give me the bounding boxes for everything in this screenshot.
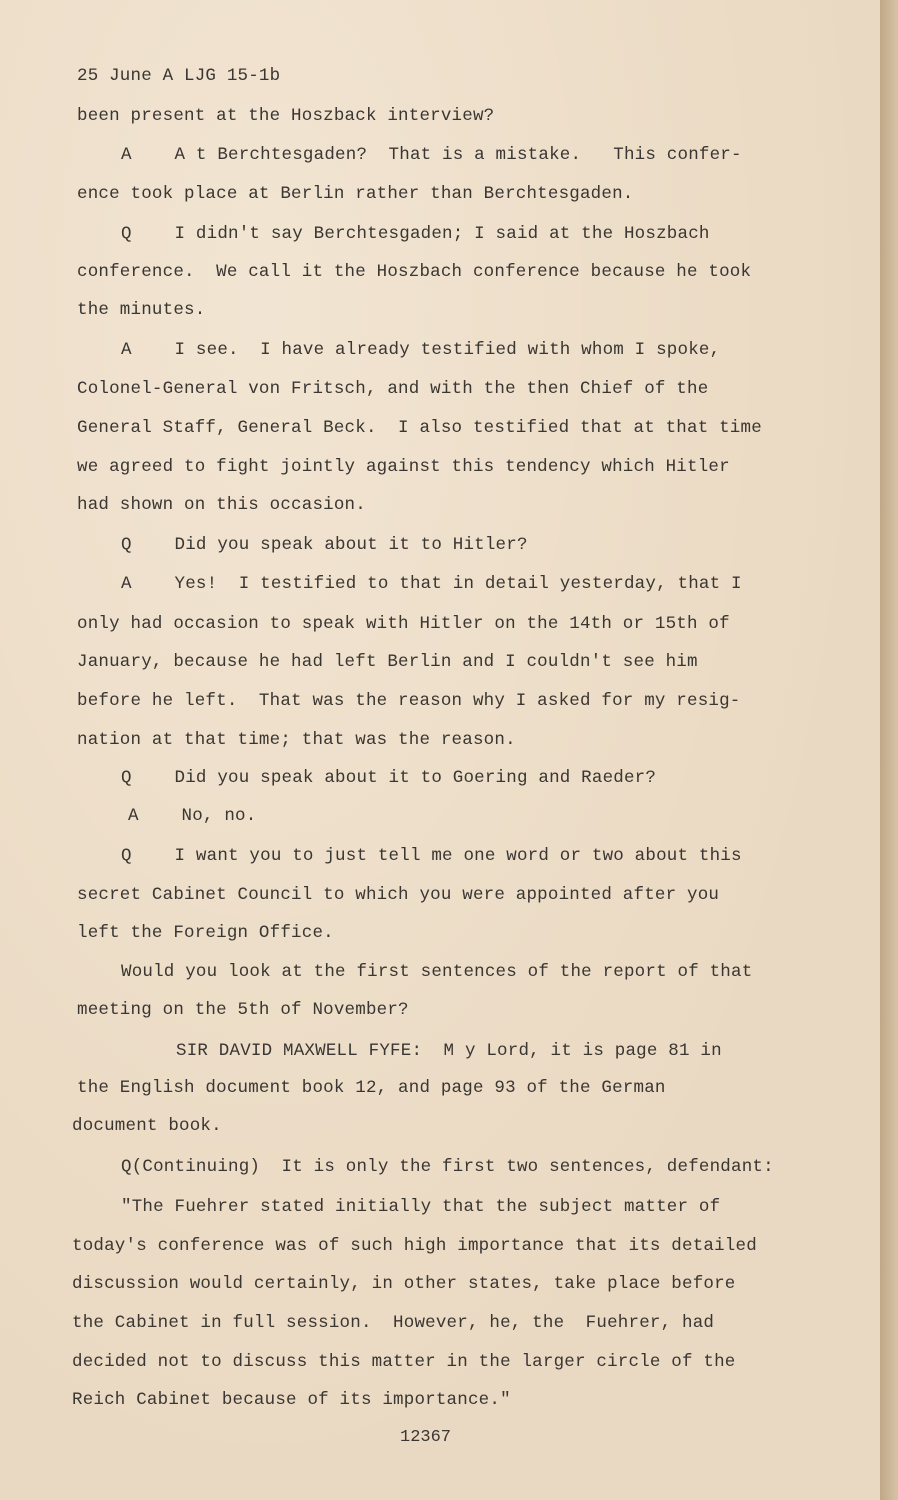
text-line: conference. We call it the Hoszbach conference because he took xyxy=(77,262,752,282)
text-line: A A t Berchtesgaden? That is a mistake. This confer- xyxy=(121,145,742,165)
text-line: Q I didn't say Berchtesgaden; I said at the Hoszbach xyxy=(121,224,710,244)
page-header: 25 June A LJG 15-1b xyxy=(77,66,281,86)
speaker-line: SIR DAVID MAXWELL FYFE: M y Lord, it is page 81 in xyxy=(176,1041,722,1061)
text-line: the minutes. xyxy=(77,300,206,320)
text-line: nation at that time; that was the reason. xyxy=(77,730,516,750)
text-line: Reich Cabinet because of its importance." xyxy=(72,1390,511,1410)
text-line: before he left. That was the reason why I asked for my resig- xyxy=(77,691,741,711)
text-line: Would you look at the first sentences of the report of that xyxy=(121,962,753,982)
text-line: Q(Continuing) It is only the first two sentences, defendant: xyxy=(121,1157,774,1177)
text-line: document book. xyxy=(72,1116,222,1136)
text-line: A No, no. xyxy=(128,806,257,826)
text-line: left the Foreign Office. xyxy=(77,923,334,943)
page-edge xyxy=(880,0,898,1500)
page-number: 12367 xyxy=(400,1428,452,1447)
text-line: secret Cabinet Council to which you were appointed after you xyxy=(77,885,720,905)
text-line: A I see. I have already testified with whom I spoke, xyxy=(121,340,721,360)
text-line: "The Fuehrer stated initially that the subject matter of xyxy=(121,1197,721,1217)
text-line: Colonel-General von Fritsch, and with the then Chief of the xyxy=(77,379,709,399)
text-line: January, because he had left Berlin and I couldn't see him xyxy=(77,652,698,672)
text-line: decided not to discuss this matter in the larger circle of the xyxy=(72,1352,736,1372)
text-line: today's conference was of such high importance that its detailed xyxy=(72,1236,757,1256)
text-line: A Yes! I testified to that in detail yesterday, that I xyxy=(121,574,742,594)
text-line: Q I want you to just tell me one word or two about this xyxy=(121,846,742,866)
text-line: meeting on the 5th of November? xyxy=(77,1000,409,1020)
text-line: the Cabinet in full session. However, he, the Fuehrer, had xyxy=(72,1313,715,1333)
text-line: General Staff, General Beck. I also testified that at that time xyxy=(77,418,762,438)
text-line: Q Did you speak about it to Goering and Raeder? xyxy=(121,768,657,788)
text-line: discussion would certainly, in other states, take place before xyxy=(72,1274,736,1294)
text-line: had shown on this occasion. xyxy=(77,495,366,515)
text-line: Q Did you speak about it to Hitler? xyxy=(121,535,528,555)
text-line: the English document book 12, and page 93 of the German xyxy=(77,1078,666,1098)
text-line: ence took place at Berlin rather than Berchtesgaden. xyxy=(77,184,634,204)
text-line: we agreed to fight jointly against this tendency which Hitler xyxy=(77,457,730,477)
text-line: been present at the Hoszback interview? xyxy=(77,106,495,126)
text-line: only had occasion to speak with Hitler on the 14th or 15th of xyxy=(77,614,730,634)
